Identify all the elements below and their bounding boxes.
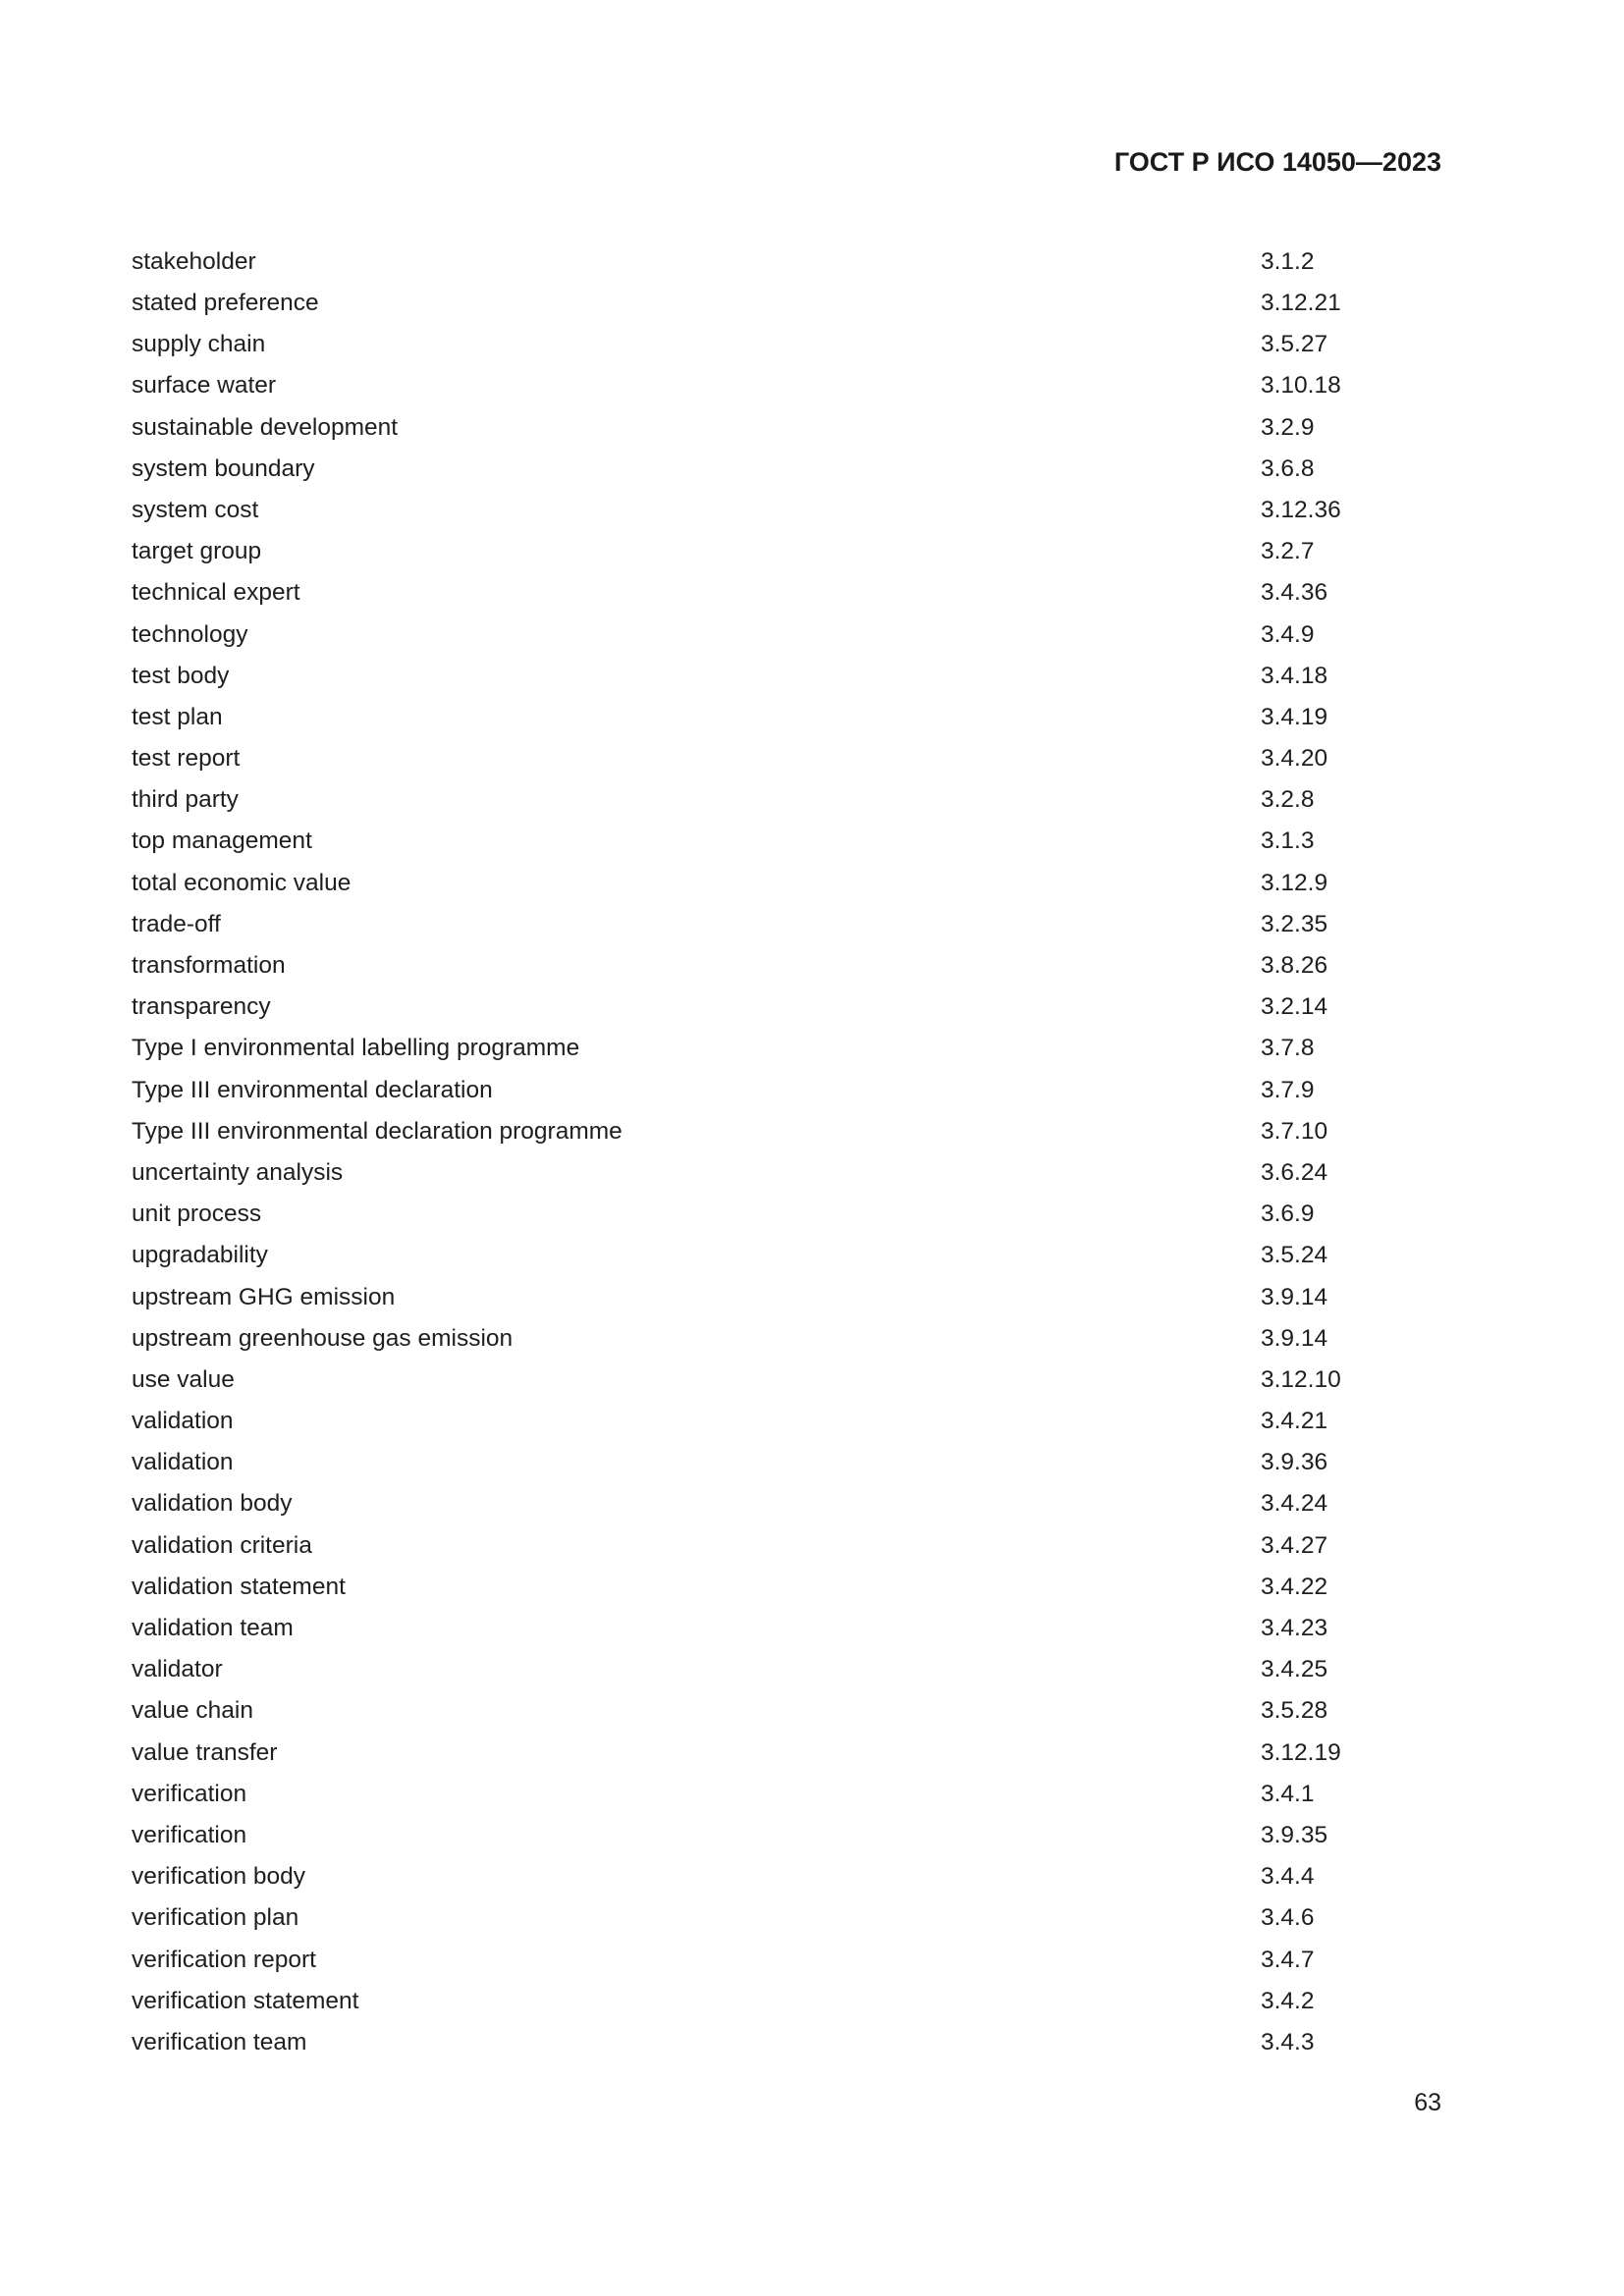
index-term: technology — [132, 620, 248, 648]
index-entry-row — [132, 1442, 1408, 1483]
index-term-reference: 3.2.8 — [1261, 786, 1315, 814]
index-entry-row — [132, 1029, 1408, 1070]
index-term: verification body — [132, 1863, 306, 1891]
index-term-reference: 3.7.9 — [1261, 1076, 1315, 1103]
index-entry-row — [132, 2022, 1408, 2063]
index-term: test plan — [132, 703, 223, 730]
index-entry-row — [132, 1236, 1408, 1277]
index-term: system boundary — [132, 454, 315, 482]
index-term: verification statement — [132, 1987, 359, 2014]
index-entry-row — [132, 1484, 1408, 1525]
index-term: verification — [132, 1821, 247, 1848]
index-entry-row — [132, 283, 1408, 324]
index-term-reference: 3.1.2 — [1261, 247, 1315, 275]
index-term-reference: 3.12.9 — [1261, 869, 1328, 896]
index-term: value transfer — [132, 1738, 278, 1766]
index-entry-row — [132, 697, 1408, 738]
index-term: validation team — [132, 1615, 294, 1642]
page-number: 63 — [1414, 2089, 1441, 2116]
index-term-reference: 3.4.21 — [1261, 1408, 1328, 1435]
index-term: supply chain — [132, 331, 266, 358]
index-term: uncertainty analysis — [132, 1158, 344, 1186]
index-entry-row — [132, 863, 1408, 904]
index-entry-row — [132, 738, 1408, 779]
index-entry-row — [132, 324, 1408, 365]
index-term: value chain — [132, 1697, 253, 1725]
index-term-reference: 3.6.9 — [1261, 1201, 1315, 1228]
index-term-reference: 3.4.22 — [1261, 1573, 1328, 1600]
index-term-reference: 3.4.24 — [1261, 1490, 1328, 1518]
index-term: total economic value — [132, 869, 352, 896]
index-term: transparency — [132, 993, 271, 1021]
index-entry-row — [132, 1567, 1408, 1608]
index-entry-row — [132, 822, 1408, 863]
index-entry-row — [132, 904, 1408, 945]
index-term: target group — [132, 538, 262, 565]
index-term: technical expert — [132, 579, 300, 607]
index-entry-row — [132, 1815, 1408, 1856]
index-term: third party — [132, 786, 239, 814]
index-term-reference: 3.1.3 — [1261, 828, 1315, 855]
index-term-reference: 3.4.23 — [1261, 1615, 1328, 1642]
index-entry-row — [132, 614, 1408, 656]
index-term: verification report — [132, 1946, 316, 1973]
index-entry-row — [132, 531, 1408, 572]
index-entry-row — [132, 1691, 1408, 1733]
index-term-reference: 3.12.19 — [1261, 1738, 1341, 1766]
index-term: upstream GHG emission — [132, 1283, 396, 1310]
index-term-reference: 3.4.9 — [1261, 620, 1315, 648]
index-entry-row — [132, 241, 1408, 283]
index-term-reference: 3.7.10 — [1261, 1117, 1328, 1145]
index-term-reference: 3.6.8 — [1261, 454, 1315, 482]
index-term-reference: 3.9.36 — [1261, 1449, 1328, 1476]
index-entry-row — [132, 407, 1408, 449]
index-term: surface water — [132, 372, 277, 400]
index-entry-row — [132, 1152, 1408, 1194]
index-entry-row — [132, 573, 1408, 614]
index-term: Type III environmental declaration — [132, 1076, 493, 1103]
index-entry-row — [132, 1608, 1408, 1649]
index-term-reference: 3.5.24 — [1261, 1242, 1328, 1269]
index-term: stated preference — [132, 290, 319, 317]
index-term: unit process — [132, 1201, 262, 1228]
index-term-reference: 3.7.8 — [1261, 1035, 1315, 1062]
index-term-reference: 3.4.7 — [1261, 1946, 1315, 1973]
index-term: top management — [132, 828, 312, 855]
index-entry-row — [132, 1981, 1408, 2022]
index-term-reference: 3.6.24 — [1261, 1158, 1328, 1186]
index-term: sustainable development — [132, 413, 399, 441]
index-term-reference: 3.10.18 — [1261, 372, 1341, 400]
index-term-reference: 3.4.20 — [1261, 745, 1328, 773]
index-term-reference: 3.12.36 — [1261, 496, 1341, 523]
index-term: verification — [132, 1780, 247, 1807]
index-entry-row — [132, 1525, 1408, 1567]
index-term: Type III environmental declaration programme — [132, 1117, 623, 1145]
index-term-reference: 3.12.21 — [1261, 290, 1341, 317]
index-term: validation — [132, 1449, 234, 1476]
index-term-reference: 3.4.6 — [1261, 1904, 1315, 1932]
index-term: test body — [132, 662, 230, 689]
index-term-reference: 3.4.3 — [1261, 2028, 1315, 2056]
index-term-reference: 3.12.10 — [1261, 1365, 1341, 1393]
index-entry-row — [132, 1940, 1408, 1981]
index-entry-row — [132, 1898, 1408, 1940]
index-entry-row — [132, 366, 1408, 407]
index-entry-row — [132, 1111, 1408, 1152]
index-term-reference: 3.8.26 — [1261, 952, 1328, 980]
index-term: upgradability — [132, 1242, 268, 1269]
index-term-reference: 3.2.35 — [1261, 910, 1328, 937]
index-entry-row — [132, 1856, 1408, 1897]
index-term: transformation — [132, 952, 286, 980]
index-term: upstream greenhouse gas emission — [132, 1324, 514, 1352]
index-term: validator — [132, 1656, 223, 1683]
index-term-reference: 3.4.1 — [1261, 1780, 1315, 1807]
index-term: verification plan — [132, 1904, 299, 1932]
index-entry-row — [132, 1318, 1408, 1360]
index-term: system cost — [132, 496, 259, 523]
index-term: test report — [132, 745, 241, 773]
index-term-reference: 3.4.19 — [1261, 703, 1328, 730]
index-term-reference: 3.2.7 — [1261, 538, 1315, 565]
index-term: validation statement — [132, 1573, 346, 1600]
index-entry-row — [132, 1070, 1408, 1111]
index-entry-row — [132, 449, 1408, 490]
index-entry-row — [132, 1401, 1408, 1442]
index-term-reference: 3.4.18 — [1261, 662, 1328, 689]
index-entry-row — [132, 987, 1408, 1028]
index-term-reference: 3.9.14 — [1261, 1324, 1328, 1352]
index-entry-row — [132, 1774, 1408, 1815]
index-term-reference: 3.4.25 — [1261, 1656, 1328, 1683]
index-term-reference: 3.4.2 — [1261, 1987, 1315, 2014]
alphabetical-index-list — [132, 241, 1408, 2063]
index-term-reference: 3.2.9 — [1261, 413, 1315, 441]
index-entry-row — [132, 1277, 1408, 1318]
index-term-reference: 3.9.35 — [1261, 1821, 1328, 1848]
index-term-reference: 3.4.27 — [1261, 1531, 1328, 1559]
index-entry-row — [132, 1733, 1408, 1774]
index-term: verification team — [132, 2028, 307, 2056]
index-term-reference: 3.4.4 — [1261, 1863, 1315, 1891]
index-entry-row — [132, 1649, 1408, 1690]
index-term: validation body — [132, 1490, 293, 1518]
index-entry-row — [132, 779, 1408, 821]
index-term-reference: 3.4.36 — [1261, 579, 1328, 607]
index-term-reference: 3.2.14 — [1261, 993, 1328, 1021]
index-entry-row — [132, 490, 1408, 531]
index-entry-row — [132, 1360, 1408, 1401]
index-entry-row — [132, 656, 1408, 697]
document-header-title: ГОСТ Р ИСО 14050—2023 — [1113, 147, 1441, 177]
index-entry-row — [132, 945, 1408, 987]
index-term: use value — [132, 1365, 235, 1393]
index-term-reference: 3.5.28 — [1261, 1697, 1328, 1725]
index-term-reference: 3.5.27 — [1261, 331, 1328, 358]
index-term: validation criteria — [132, 1531, 312, 1559]
index-term: validation — [132, 1408, 234, 1435]
index-term-reference: 3.9.14 — [1261, 1283, 1328, 1310]
index-term: stakeholder — [132, 247, 256, 275]
index-term: trade-off — [132, 910, 221, 937]
index-term: Type I environmental labelling programme — [132, 1035, 580, 1062]
index-entry-row — [132, 1194, 1408, 1235]
